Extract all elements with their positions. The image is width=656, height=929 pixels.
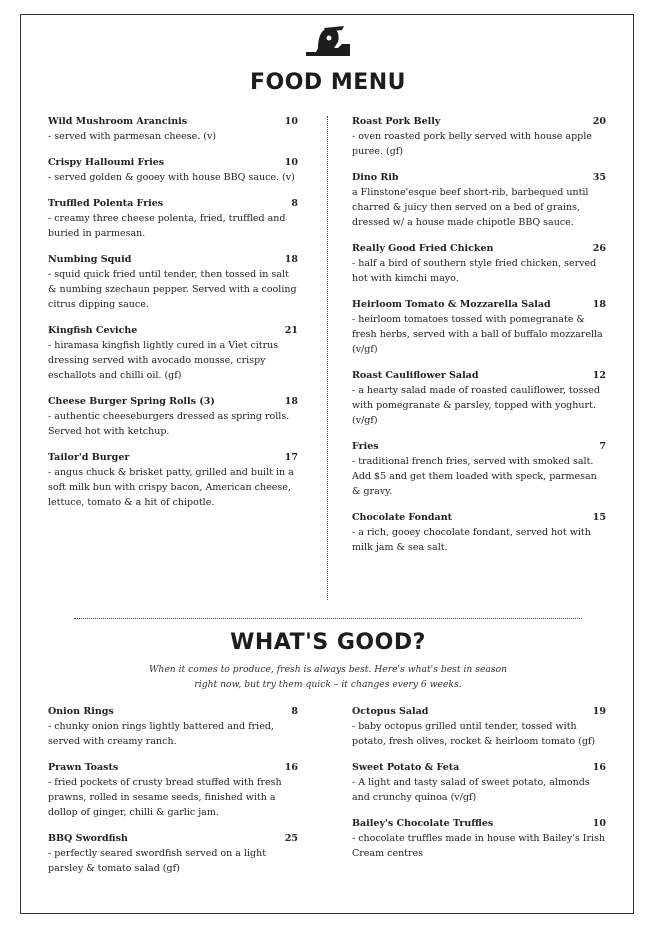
item-description: - served golden & gooey with house BBQ sauce. (v) <box>48 172 295 183</box>
item-name: Tailor'd Burger <box>48 452 130 463</box>
item-name: Heirloom Tomato & Mozzarella Salad <box>352 299 551 310</box>
item-price: 26 <box>592 243 606 254</box>
item-price: 20 <box>592 116 606 127</box>
tailor-logo-icon <box>302 22 354 62</box>
item-description: - a hearty salad made of roasted cauliflower, tossed with pomegranate & parsley, topped with yoghurt. (v/gf) <box>352 385 600 426</box>
menu-item <box>352 368 606 428</box>
item-price: 10 <box>284 157 298 168</box>
whats-good-left-column <box>48 704 298 887</box>
item-name: Wild Mushroom Arancinis <box>48 116 188 127</box>
intro-line-2: right now, but try them quick – it changes every 6 weeks. <box>194 679 462 690</box>
item-description: - heirloom tomatoes tossed with pomegranate & fresh herbs, served with a ball of buffalo mozzarella (v/gf) <box>352 314 603 355</box>
menu-item <box>48 155 298 185</box>
menu-item <box>352 170 606 230</box>
whats-good-right-column <box>352 704 606 872</box>
item-price: 10 <box>592 818 606 829</box>
menu-item <box>48 831 298 876</box>
item-price: 16 <box>592 762 606 773</box>
menu-item <box>352 704 606 749</box>
item-name: Octopus Salad <box>352 706 429 717</box>
item-price: 19 <box>592 706 606 717</box>
menu-item <box>352 439 606 499</box>
menu-item <box>352 760 606 805</box>
item-description: - oven roasted pork belly served with house apple puree. (gf) <box>352 131 592 157</box>
item-name: BBQ Swordfish <box>48 833 128 844</box>
item-name: Roast Cauliflower Salad <box>352 370 479 381</box>
item-description: - chunky onion rings lightly battered and fried, served with creamy ranch. <box>48 721 274 747</box>
item-name: Really Good Fried Chicken <box>352 243 494 254</box>
menu-item <box>48 114 298 144</box>
menu-item <box>352 241 606 286</box>
item-description: - a rich, gooey chocolate fondant, served hot with milk jam & sea salt. <box>352 527 591 553</box>
item-price: 21 <box>284 325 298 336</box>
whats-good-intro <box>120 662 536 692</box>
item-description: - perfectly seared swordfish served on a light parsley & tomato salad (gf) <box>48 848 267 874</box>
menu-item <box>48 196 298 241</box>
item-name: Kingfish Ceviche <box>48 325 138 336</box>
intro-line-1: When it comes to produce, fresh is always best. Here's what's best in season <box>148 664 508 675</box>
menu-item <box>48 760 298 820</box>
item-description: a Flinstone'esque beef short-rib, barbequed until charred & juicy then served on a bed of grains, dressed w/ a house made chipotle BBQ sauce. <box>352 187 589 228</box>
menu-item <box>48 450 298 510</box>
item-name: Crispy Halloumi Fries <box>48 157 165 168</box>
item-price: 18 <box>284 254 298 265</box>
item-price: 18 <box>592 299 606 310</box>
item-description: - authentic cheeseburgers dressed as spring rolls. Served hot with ketchup. <box>48 411 290 437</box>
item-price: 10 <box>284 116 298 127</box>
whats-good-title: WHAT'S GOOD? <box>230 630 426 655</box>
item-description: - squid quick fried until tender, then tossed in salt & numbing szechaun pepper. Served with a cooling citrus dipping sauce. <box>48 269 297 310</box>
item-name: Dino Rib <box>352 172 399 183</box>
item-name: Truffled Polenta Fries <box>48 198 164 209</box>
item-description: - chocolate truffles made in house with Bailey's Irish Cream centres <box>352 833 606 859</box>
food-menu-left-column <box>48 114 298 521</box>
item-name: Sweet Potato & Feta <box>352 762 460 773</box>
item-price: 25 <box>284 833 298 844</box>
item-description: - A light and tasty salad of sweet potato, almonds and crunchy quinoa (v/gf) <box>352 777 590 803</box>
menu-item <box>48 252 298 312</box>
item-price: 12 <box>592 370 606 381</box>
item-description: - served with parmesan cheese. (v) <box>48 131 217 142</box>
item-name: Prawn Toasts <box>48 762 119 773</box>
item-description: - creamy three cheese polenta, fried, truffled and buried in parmesan. <box>48 213 286 239</box>
item-name: Cheese Burger Spring Rolls (3) <box>48 396 215 407</box>
food-menu-title: FOOD MENU <box>249 70 407 95</box>
item-description: - traditional french fries, served with smoked salt. Add $5 and get them loaded with speck, parmesan & gravy. <box>352 456 597 497</box>
item-name: Fries <box>352 441 379 452</box>
item-description: - hiramasa kingfish lightly cured in a Viet citrus dressing served with avocado mousse, crispy eschallots and chilli oil. (gf) <box>48 340 279 381</box>
item-name: Chocolate Fondant <box>352 512 452 523</box>
menu-item <box>352 114 606 159</box>
item-price: 35 <box>592 172 606 183</box>
menu-item <box>352 297 606 357</box>
menu-item <box>352 510 606 555</box>
item-description: - baby octopus grilled until tender, tossed with potato, fresh olives, rocket & heirloom tomato (gf) <box>352 721 596 747</box>
menu-item <box>48 394 298 439</box>
section-divider <box>74 618 582 619</box>
item-name: Onion Rings <box>48 706 114 717</box>
item-price: 8 <box>291 706 298 717</box>
item-price: 7 <box>599 441 606 452</box>
food-menu-right-column <box>352 114 606 566</box>
menu-item <box>48 323 298 383</box>
menu-item <box>48 704 298 749</box>
item-price: 16 <box>284 762 298 773</box>
column-divider <box>327 116 328 600</box>
item-description: - fried pockets of crusty bread stuffed with fresh prawns, rolled in sesame seeds, finished with a dollop of ginger, chilli & garlic jam. <box>48 777 282 818</box>
item-name: Roast Pork Belly <box>352 116 441 127</box>
menu-item <box>352 816 606 861</box>
item-price: 18 <box>284 396 298 407</box>
item-description: - half a bird of southern style fried chicken, served hot with kimchi mayo. <box>352 258 597 284</box>
item-price: 8 <box>291 198 298 209</box>
item-name: Bailey's Chocolate Truffles <box>352 818 494 829</box>
item-description: - angus chuck & brisket patty, grilled and built in a soft milk bun with crispy bacon, American cheese, lettuce, tomato & a hit of chipotle. <box>48 467 294 508</box>
item-price: 15 <box>592 512 606 523</box>
item-price: 17 <box>284 452 298 463</box>
item-name: Numbing Squid <box>48 254 132 265</box>
